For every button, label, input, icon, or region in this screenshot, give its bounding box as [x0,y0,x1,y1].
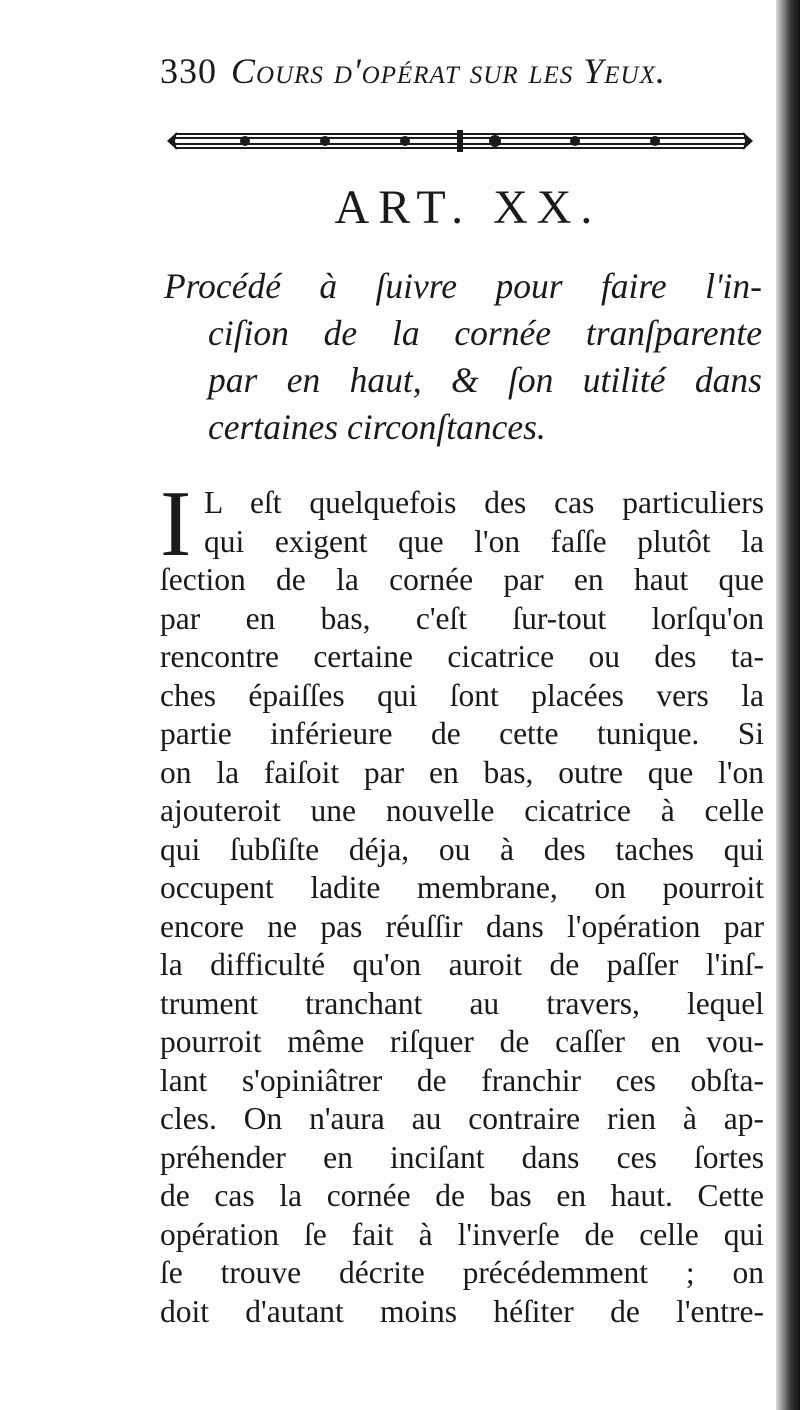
body-line: doit d'autant moins héſiter de l'entre- [160,1293,764,1329]
page-number: 330 [160,51,217,91]
subtitle-line: ciſion de la cornée tranſparente [208,313,762,353]
body-line: occupent ladite membrane, on pourroit [160,870,764,905]
body-line: de cas la cornée de bas en haut. Cette [160,1178,764,1213]
subtitle-line: Procédé à ſuivre pour faire l'in- [164,266,762,306]
body-line: cles. On n'aura au contraire rien à ap- [160,1101,764,1136]
body-line: préhender en inciſant dans ces ſortes [160,1139,764,1175]
body-line: L eſt quelquefois des cas particuliers [204,485,764,520]
body-line: opération ſe fait à l'inverſe de celle qui [160,1216,764,1252]
running-title: Cours d'opérat sur les Yeux. [231,51,666,91]
running-header [160,50,766,100]
body-line: la difficulté qu'on auroit de paſſer l'inſ- [160,947,764,982]
decorative-rule-ornament [165,128,755,154]
body-line: ſection de la cornée par en haut que [160,562,764,597]
body-line: partie inférieure de cette tunique. Si [160,716,764,751]
body-line: ches épaiſſes qui ſont placées vers la [160,677,764,713]
body-line: rencontre certaine cicatrice ou des ta- [160,639,764,674]
body-line: par en bas, c'eſt ſur-tout lorſqu'on [160,600,764,636]
body-line: lant s'opiniâtrer de franchir ces obſta- [160,1062,764,1098]
body-line: qui exigent que l'on faſſe plutôt la [204,523,764,559]
subtitle-line: par en haut, & ſon utilité dans [208,360,762,400]
article-subtitle [164,263,762,451]
article-title: ART. XX. [334,181,602,234]
drop-cap: I [160,472,192,576]
page-gutter-shadow [776,0,800,1410]
body-line: qui ſubſiſte déja, ou à des taches qui [160,831,764,867]
body-line: ſe trouve décrite précédemment ; on [160,1255,764,1290]
subtitle-line: certaines circonſtances. [208,407,546,447]
body-line: ajouteroit une nouvelle cicatrice à celle [160,793,764,828]
body-line: pourroit même riſquer de caſſer en vou- [160,1024,764,1059]
body-line: trument tranchant au travers, lequel [160,985,764,1021]
body-line: encore ne pas réuſſir dans l'opération par [160,908,764,944]
body-paragraph [160,472,764,1331]
body-line: on la faiſoit par en bas, outre que l'on [160,754,764,790]
